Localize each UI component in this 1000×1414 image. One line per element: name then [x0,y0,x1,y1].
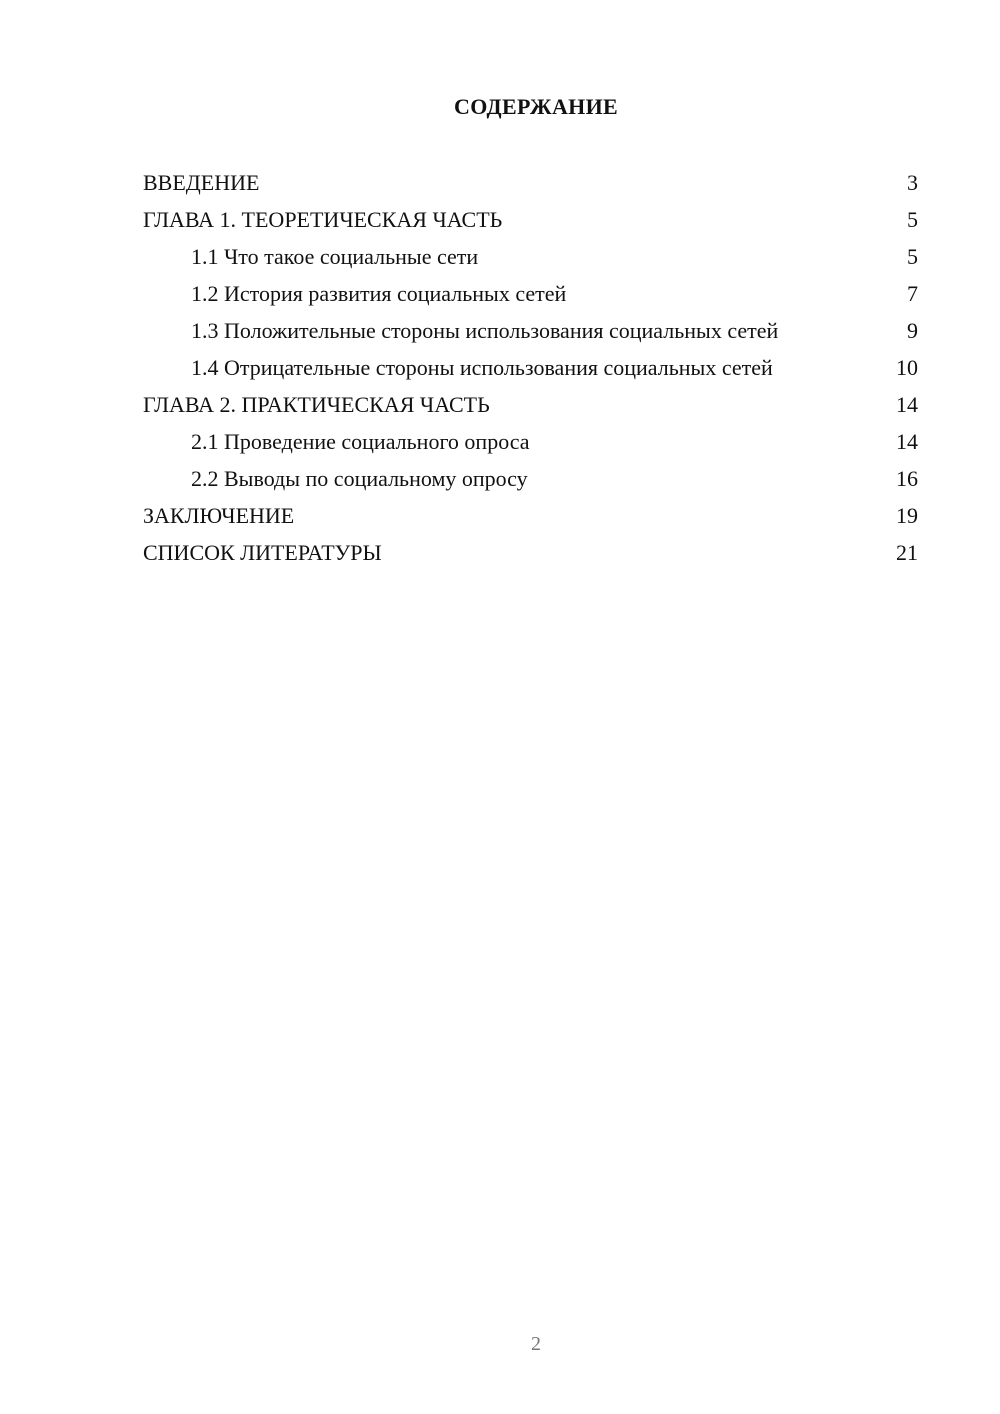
toc-entry-introduction[interactable] [143,169,918,196]
toc-entry-page: 10 [896,355,918,380]
toc-entry-label: ГЛАВА 1. ТЕОРЕТИЧЕСКАЯ ЧАСТЬ [143,207,503,232]
page-number: 2 [531,1333,541,1355]
toc-entry-page: 21 [896,540,918,565]
toc-entry-section-1-2[interactable] [143,280,918,307]
toc-entry-label: 1.1 Что такое социальные сети [191,244,479,269]
toc-entry-bibliography[interactable] [143,539,918,566]
toc-entry-page: 5 [907,244,918,269]
toc-entry-section-1-1[interactable] [143,243,918,270]
toc-title: СОДЕРЖАНИЕ [454,94,618,119]
toc-entry-conclusion[interactable] [143,502,918,529]
toc-entry-section-1-3[interactable] [143,317,918,344]
toc-entry-label: 2.1 Проведение социального опроса [191,429,530,454]
toc-entry-label: СПИСОК ЛИТЕРАТУРЫ [143,540,382,565]
toc-entry-page: 19 [896,503,918,528]
toc-entry-label: 1.4 Отрицательные стороны использования социальных сетей [191,355,773,380]
toc-entry-chapter-2[interactable] [143,391,918,418]
toc-entry-label: ГЛАВА 2. ПРАКТИЧЕСКАЯ ЧАСТЬ [143,392,490,417]
toc-entry-page: 14 [896,429,918,454]
toc-entry-page: 7 [907,281,918,306]
toc-entry-page: 16 [896,466,918,491]
toc-entry-page: 5 [907,207,918,232]
toc-entry-section-1-4[interactable] [143,354,918,381]
toc-entry-label: 1.2 История развития социальных сетей [191,281,567,306]
toc-entry-chapter-1[interactable] [143,206,918,233]
toc-entry-label: 1.3 Положительные стороны использования социальных сетей [191,318,779,343]
toc-entry-section-2-1[interactable] [143,428,918,455]
toc-entry-page: 9 [907,318,918,343]
toc-entry-section-2-2[interactable] [143,465,918,492]
table-of-contents [143,169,918,576]
toc-entry-page: 3 [907,170,918,195]
toc-entry-page: 14 [896,392,918,417]
toc-entry-label: 2.2 Выводы по социальному опросу [191,466,528,491]
toc-entry-label: ВВЕДЕНИЕ [143,170,260,195]
toc-entry-label: ЗАКЛЮЧЕНИЕ [143,503,295,528]
